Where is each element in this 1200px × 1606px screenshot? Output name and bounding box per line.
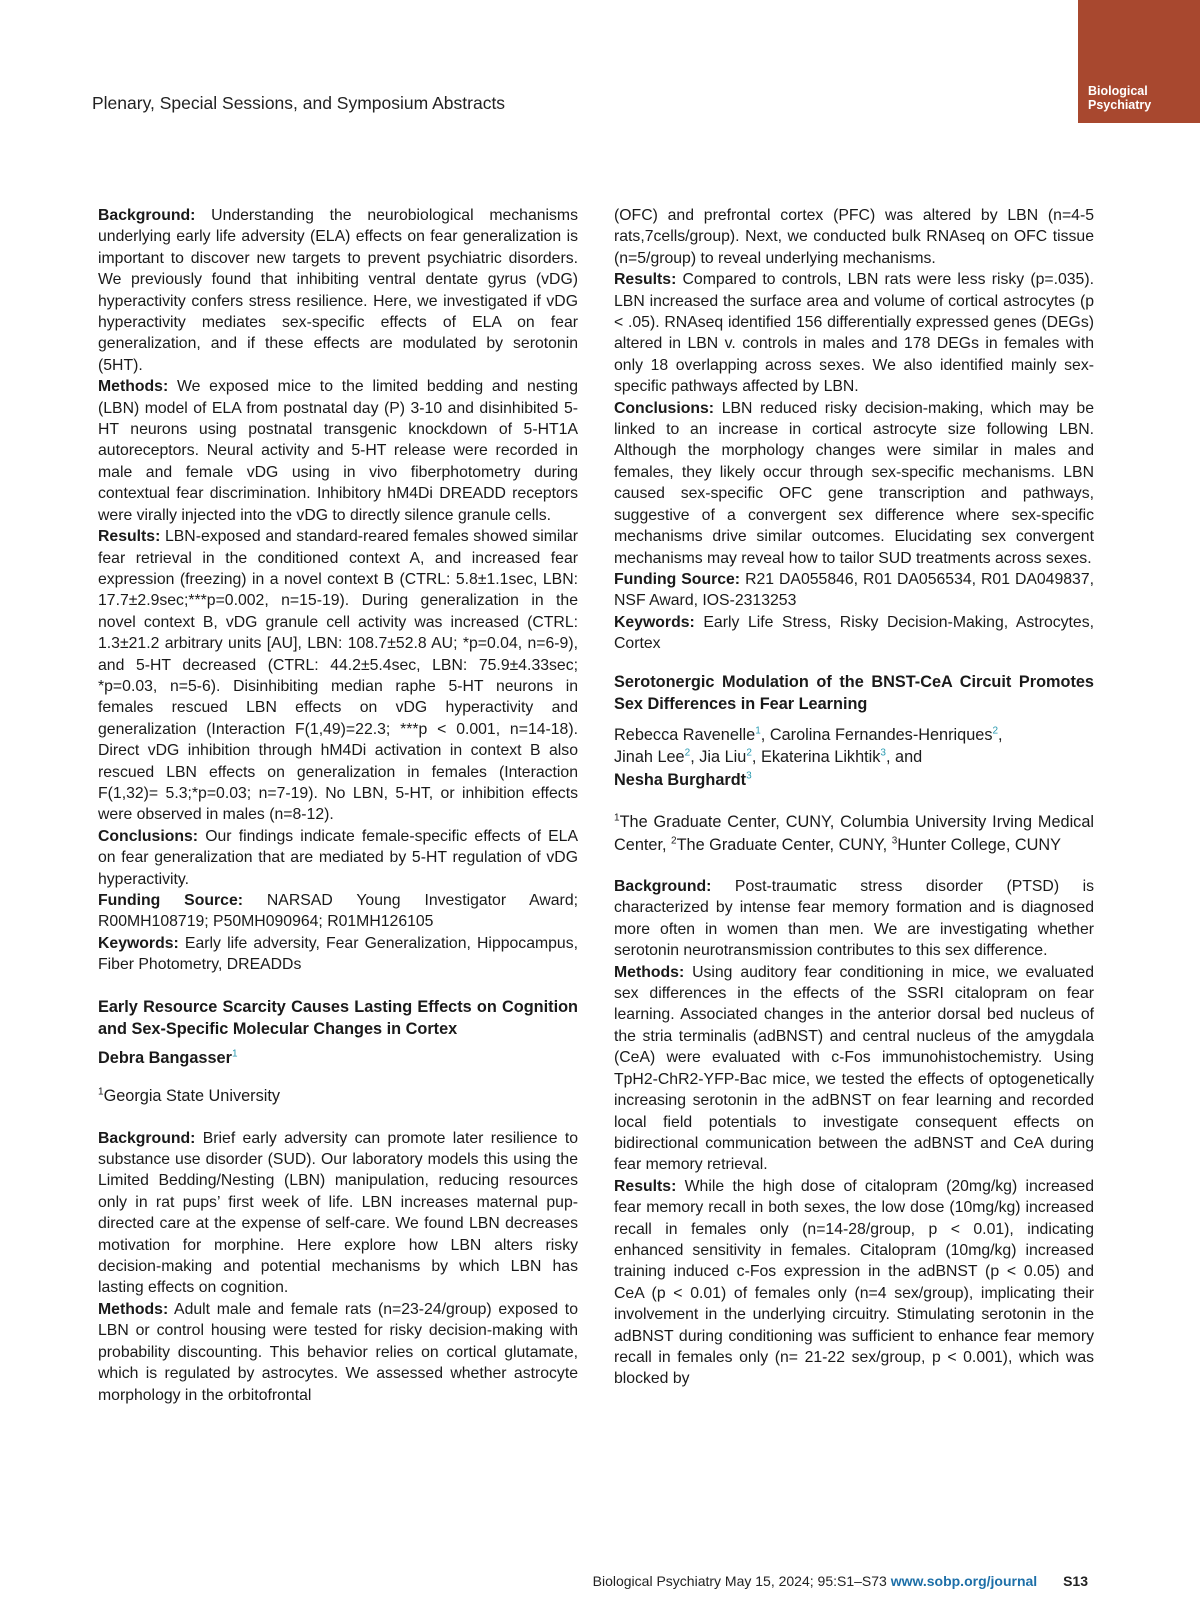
abstract1-background: Background: Understanding the neurobiological mechanisms underlying early life adversity (ELA) effects on fear generalization is important to discover new targets to prevent psychiatric disorders. We previously found that inhibiting ventral dentate gyrus (vDG) hyperactivity confers stress resilience. Here, we investigated if vDG hyperactivity mediates sex-specific effects of ELA on fear generalization, and if these effects are modulated by serotonin (5HT). [98, 207, 578, 374]
abstract3-affiliations: $^1$The Graduate Center, CUNY, Columbia University Irving Medical Center, $^2$The Graduate Center, CUNY, $^3$Hunter College, CUNY [614, 812, 1094, 854]
abstract2-funding: Funding Source: R21 DA055846, R01 DA056534, R01 DA049837, NSF Award, IOS-2313253 [614, 570, 1094, 610]
abstract1-conclusions: Conclusions: Our findings indicate female-specific effects of ELA on fear generalization that are mediated by 5-HT regulation of vDG hyperactivity. [98, 827, 578, 888]
abstract3-methods: Methods: Using auditory fear conditioning in mice, we evaluated sex differences in the effects of the SSRI citalopram on fear learning. Associated changes in the anterior dorsal bed nucleus of the stria terminalis (adBNST) and central nucleus of the amygdala (CeA) were evaluated with c-Fos immunohistochemistry. Using TpH2-ChR2-YFP-Bac mice, we tested the effects of optogenetically increasing serotonin in the adBNST on fear learning and recorded local field potentials to investigate consequent effects on bidirectional communication between the adBNST and CeA during fear memory retrieval. [614, 963, 1094, 1174]
abstract3-authors: Rebecca Ravenelle$^1$, Carolina Fernandes-Henriques$^2$, Jinah Lee$^2$, Jia Liu$^2$, Ekaterina Likhtik$^3$, and Nesha Burghardt$^3$ [614, 725, 1003, 789]
abstract2-methods-continued: (OFC) and prefrontal cortex (PFC) was altered by LBN (n=4-5 rats,7cells/group). Next, we conducted bulk RNAseq on OFC tissue (n=5/group) to reveal underlying mechanisms. [614, 207, 1094, 267]
abstract3-title: Serotonergic Modulation of the BNST-CeA Circuit Promotes Sex Differences in Fear Learning [614, 672, 1094, 714]
journal-logo-tab [1078, 0, 1200, 123]
right-column [614, 205, 1094, 1390]
abstract3-results: Results: While the high dose of citalopram (20mg/kg) increased fear memory recall in both sexes, the low dose (10mg/kg) increased recall in females only (n=14-28/group, p < 0.01), indicating enhanced sensitivity in females. Citalopram (10mg/kg) increased training induced c-Fos expression in the adBNST (p < 0.05) and CeA (p < 0.01) of females only (n=4 sex/group), implicating their involvement in the underlying circuitry. Stimulating serotonin in the adBNST during conditioning was sufficient to enhance fear memory recall in females only (n= 21-22 sex/group, p < 0.001), which was blocked by [614, 1177, 1095, 1388]
footer-citation: Biological Psychiatry May 15, 2024; 95:S1–S73 [592, 1573, 887, 1589]
running-head: Plenary, Special Sessions, and Symposium Abstracts [92, 93, 506, 113]
abstract3-background: Background: Post-traumatic stress disorder (PTSD) is characterized by intense fear memory formation and is diagnosed more often in women than men. We are investigating whether serotonin neurotransmission contributes to this sex difference. [614, 878, 1094, 960]
abstract2-background: Background: Brief early adversity can promote later resilience to substance use disorder (SUD). Our laboratory models this using the Limited Bedding/Nesting (LBN) manipulation, reducing resources only in rat pups’ first week of life. LBN increases maternal pup-directed care at the expense of self-care. We found LBN decreases motivation for morphine. Here explore how LBN alters risky decision-making and potential mechanisms by which LBN has lasting effects on cognition. [98, 1129, 578, 1297]
abstract1-keywords: Keywords: Early life adversity, Fear Generalization, Hippocampus, Fiber Photometry, DREADDs [98, 934, 578, 974]
abstract1-funding: Funding Source: NARSAD Young Investigator Award; R00MH108719; P50MH090964; R01MH126105 [98, 892, 578, 931]
journal-name-line2: Psychiatry [1088, 98, 1152, 112]
journal-name-line1: Biological [1088, 84, 1148, 98]
abstract1-methods: Methods: We exposed mice to the limited bedding and nesting (LBN) model of ELA from postnatal day (P) 3-10 and disinhibited 5-HT neurons using postnatal transgenic knockdown of 5-HT1A autoreceptors. Neural activity and 5-HT release were recorded in male and female vDG using in vivo fiberphotometry during contextual fear discrimination. Inhibitory hM4Di DREADD receptors were virally injected into the vDG to directly silence granule cells. [98, 378, 578, 524]
abstract2-conclusions: Conclusions: LBN reduced risky decision-making, which may be linked to an increase in cortical astrocyte size following LBN. Although the morphology changes were similar in males and females, they likely occur through sex-specific mechanisms. LBN caused sex-specific OFC gene transcription and pathways, suggestive of a convergent sex difference where sex-specific mechanisms drive similar outcomes. Elucidating sex convergent mechanisms may reveal how to tailor SUD treatments across sexes. [614, 399, 1094, 567]
abstract2-authors: Debra Bangasser$^1$ [98, 1048, 238, 1067]
abstract2-methods: Methods: Adult male and female rats (n=23-24/group) exposed to LBN or control housing were tested for risky decision-making with probability discounting. This behavior relies on cortical glutamate, which is regulated by astrocytes. We assessed whether astrocyte morphology in the orbitofrontal [98, 1300, 578, 1404]
abstract2-title: Early Resource Scarcity Causes Lasting Effects on Cognition and Sex-Specific Molecular Changes in Cortex [98, 997, 578, 1039]
abstract2-results: Results: Compared to controls, LBN rats were less risky (p=.035). LBN increased the surface area and volume of cortical astrocytes (p < .05). RNAseq identified 156 differentially expressed genes (DEGs) altered in LBN v. controls in males and 178 DEGs in females with only 18 overlapping across sexes. We also identified mainly sex-specific pathways affected by LBN. [614, 271, 1094, 396]
journal-name [1088, 84, 1151, 112]
page-footer [593, 1573, 1088, 1589]
page-number: S13 [1063, 1573, 1088, 1589]
abstract2-keywords: Keywords: Early Life Stress, Risky Decision-Making, Astrocytes, Cortex [614, 613, 1095, 653]
abstract1-results: Results: LBN-exposed and standard-reared females showed similar fear retrieval in the conditioned context A, and increased fear expression (freezing) in a novel context B (CTRL: 5.8±1.1sec, LBN: 17.7±2.9sec;***p=0.002, n=15-19). During generalization in the novel context B, vDG granule cell activity was increased (CTRL: 1.3±21.2 arbitrary units [AU], LBN: 108.7±52.8 AU; *p=0.04, n=6-9), and 5-HT decreased (CTRL: 44.2±5.4sec, LBN: 75.9±4.33sec; *p=0.03, n=5-6). Disinhibiting median raphe 5-HT neurons in females rescued LBN effects on vDG hyperactivity and generalization (Interaction F(1,49)=22.3; ***p < 0.001, n=14-18). Direct vDG inhibition through hM4Di activation in context B also rescued LBN effects on generalization in females (Interaction F(1,32)= 5.3;*p=0.03; n=7-19). No LBN, 5-HT, or inhibition effects were observed in males (n=8-12). [98, 528, 578, 824]
abstract2-affiliation: $^1$Georgia State University [98, 1086, 281, 1106]
footer-journal-link[interactable]: www.sobp.org/journal [890, 1573, 1038, 1589]
left-column [98, 205, 578, 1406]
